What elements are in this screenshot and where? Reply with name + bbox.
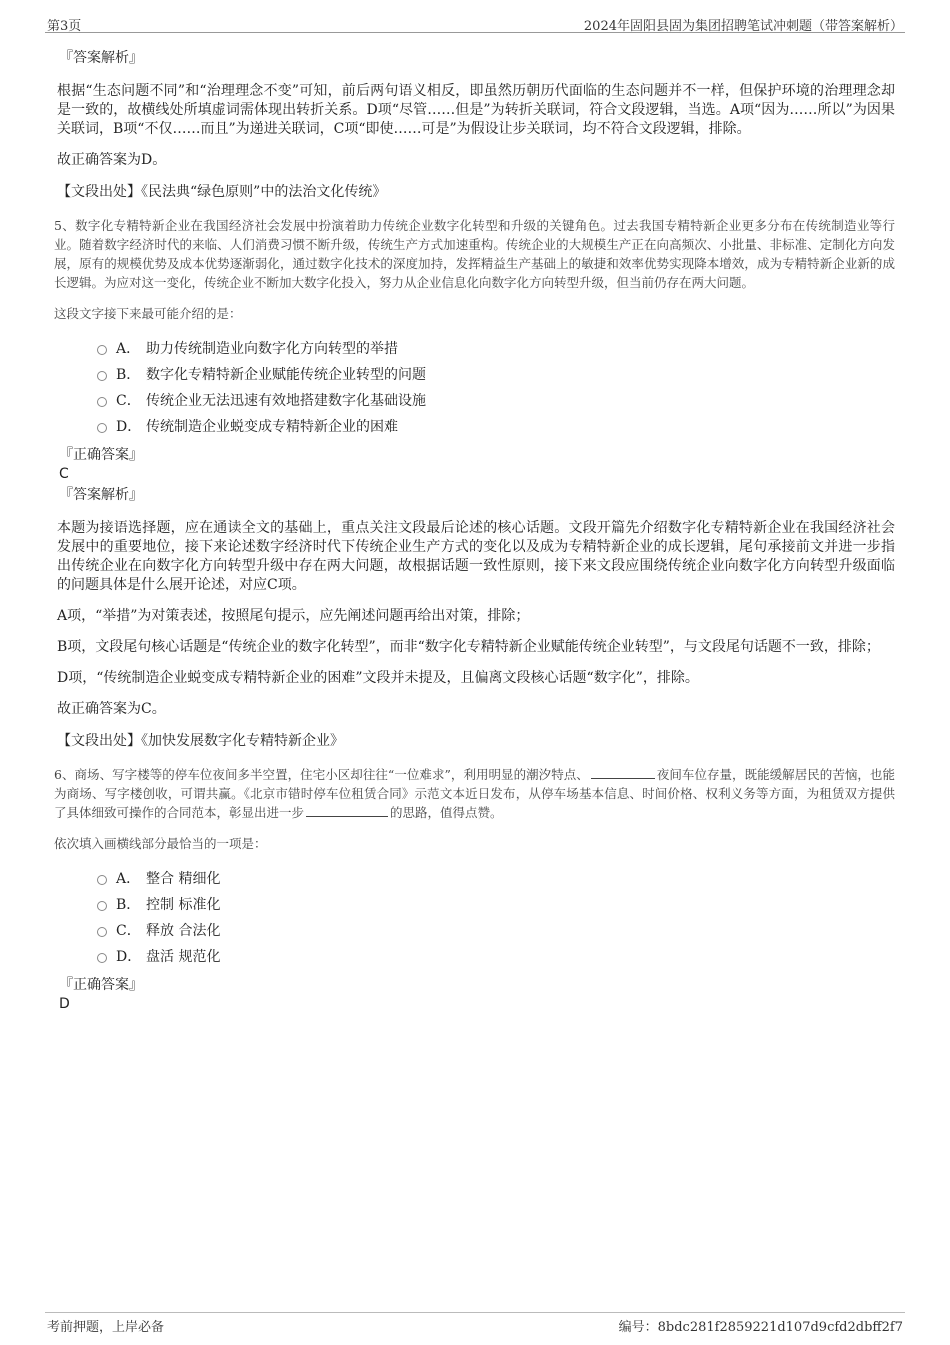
fill-blank [591, 766, 655, 779]
q6-option-d[interactable]: D． 盘活 规范化 [97, 943, 895, 969]
radio-icon[interactable] [97, 423, 107, 433]
page-header [45, 12, 905, 33]
q5-answer-label: 『正确答案』 [59, 447, 143, 463]
q5-analysis-d: D项，“传统制造企业蜕变成专精特新企业的困难”文段并未提及，且偏离文段核心话题“数字化”，排除。 [57, 670, 699, 686]
q5-options [97, 335, 895, 439]
document-id: 编号：8bdc281f2859221d107d9cfd2dbff2f7 [618, 1320, 903, 1335]
q4-source: 【文段出处】《民法典“绿色原则”中的法治文化传统》 [57, 184, 387, 200]
document-title: 2024年固阳县固为集团招聘笔试冲刺题（带答案解析） [583, 19, 903, 34]
q5-option-a[interactable]: A． 助力传统制造业向数字化方向转型的举措 [97, 335, 895, 361]
radio-icon[interactable] [97, 875, 107, 885]
q4-analysis-label: 『答案解析』 [59, 50, 143, 66]
q5-conclusion: 故正确答案为C。 [57, 701, 166, 717]
radio-icon[interactable] [97, 953, 107, 963]
q5-analysis-b: B项，文段尾句核心话题是“传统企业的数字化转型”，而非“数字化专精特新企业赋能传统企业转型”，与文段尾句话题不一致，排除； [57, 639, 880, 655]
page-number: 第3页 [47, 19, 82, 34]
fill-blank [306, 804, 388, 817]
q4-analysis: 根据“生态问题不同”和“治理理念不变”可知，前后两句语义相反，即虽然历朝历代面临的生态问题并不一样，但保护环境的治理理念却是一致的，故横线处所填虚词需体现出转折关系。D项“尽管……但是”为转折关联词，符合文段逻辑，当选。A项“因为……所以”为因果关联词，B项“不仅……而且”为递进关联词，C项“即使……可是”为假设让步关联词，均不符合文段逻辑，排除。 [57, 83, 895, 137]
q5-answer: C [59, 466, 69, 482]
radio-icon[interactable] [97, 345, 107, 355]
q5-question: 5、数字化专精特新企业在我国经济社会发展中扮演着助力传统企业数字化转型和升级的关键角色。过去我国专精特新企业更多分布在传统制造业等行业。随着数字经济时代的来临、人们消费习惯不断升级，传统生产方式加速重构。传统企业的大规模生产正在向高频次、小批量、非标准、定制化方向发展，原有的规模优势及成本优势逐渐弱化，通过数字化技术的深度加持，发挥精益生产基础上的敏捷和效率优势实现降本增效，成为专精特新企业新的成长逻辑。为应对这一变化，传统企业不断加大数字化投入，努力从企业信息化向数字化方向转型升级，但当前仍存在两大问题。 [54, 218, 895, 290]
q5-option-b[interactable]: B． 数字化专精特新企业赋能传统企业转型的问题 [97, 361, 895, 387]
radio-icon[interactable] [97, 901, 107, 911]
page-content [54, 40, 895, 1015]
q5-option-d[interactable]: D． 传统制造企业蜕变成专精特新企业的困难 [97, 413, 895, 439]
radio-icon[interactable] [97, 397, 107, 407]
q4-conclusion: 故正确答案为D。 [57, 152, 167, 168]
q5-source: 【文段出处】《加快发展数字化专精特新企业》 [57, 733, 344, 749]
q6-answer-label: 『正确答案』 [59, 977, 143, 993]
q6-option-a[interactable]: A． 整合 精细化 [97, 865, 895, 891]
radio-icon[interactable] [97, 927, 107, 937]
q5-analysis-label: 『答案解析』 [59, 487, 143, 503]
q5-analysis-a: A项，“举措”为对策表述，按照尾句提示，应先阐述问题再给出对策，排除； [57, 608, 530, 624]
q6-prompt: 依次填入画横线部分最恰当的一项是： [54, 836, 267, 851]
q6-option-b[interactable]: B． 控制 标准化 [97, 891, 895, 917]
radio-icon[interactable] [97, 371, 107, 381]
q6-options [97, 865, 895, 969]
footer-slogan: 考前押题，上岸必备 [47, 1320, 165, 1335]
q5-option-c[interactable]: C． 传统企业无法迅速有效地搭建数字化基础设施 [97, 387, 895, 413]
q6-answer: D [59, 996, 70, 1012]
q6-question: 6、商场、写字楼等的停车位夜间多半空置，住宅小区却往往“一位难求”，利用明显的潮汐特点、 夜间车位存量，既能缓解居民的苦恼，也能为商场、写字楼创收，可谓共赢。《北京市错时停车位租赁合同》示范文本近日发布，从停车场基本信息、时间价格、权利义务等方面，为租赁双方提供了具体细致可操作的合同范本，彰显出进一步 的思路，值得点赞。 [54, 767, 895, 820]
q6-option-c[interactable]: C． 释放 合法化 [97, 917, 895, 943]
page-footer [45, 1312, 905, 1333]
q5-prompt: 这段文字接下来最可能介绍的是： [54, 306, 242, 321]
q5-analysis-main: 本题为接语选择题，应在通读全文的基础上，重点关注文段最后论述的核心话题。文段开篇先介绍数字化专精特新企业在我国经济社会发展中的重要地位，接下来论述数字经济时代下传统企业生产方式的变化以及成为专精特新企业的成长逻辑，尾句承接前文并进一步指出传统企业在向数字化方向转型升级中存在两大问题，故根据话题一致性原则，接下来文段应围绕传统企业向数字化方向转型升级面临的问题具体是什么展开论述，对应C项。 [57, 520, 895, 593]
